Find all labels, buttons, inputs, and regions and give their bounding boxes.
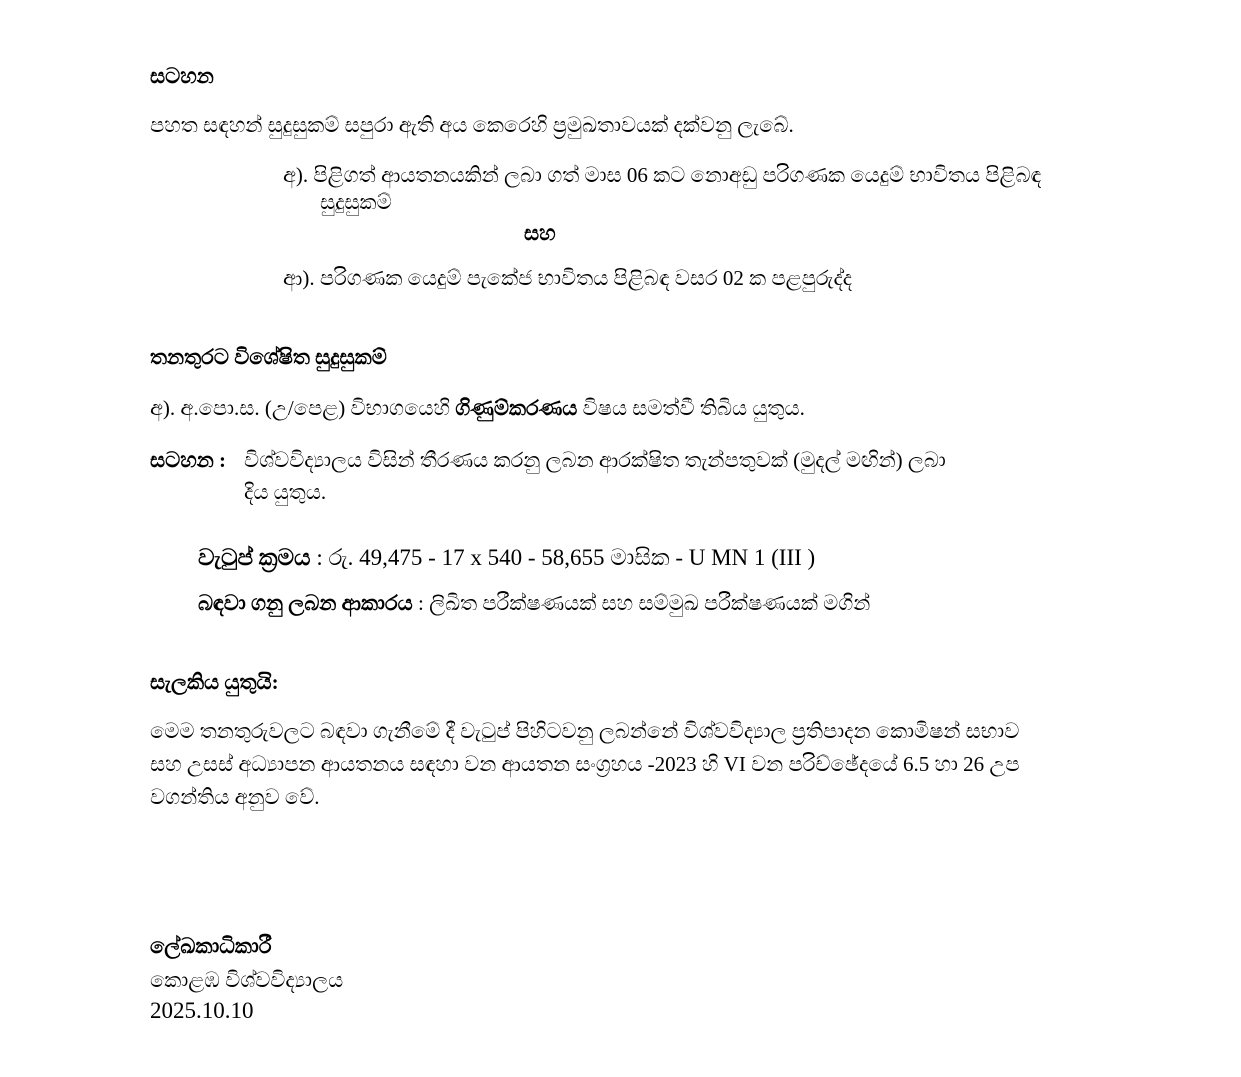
salary-value: : රු. 49,475 - 17 x 540 - 58,655 මාසික - U MN 1 (III ) — [310, 545, 816, 570]
special-heading: තනතුරට විශේෂිත සුදුසුකම් — [150, 345, 387, 369]
signature-org: කොළඹ විශ්වවිද්‍යාලය — [150, 968, 344, 992]
item-a-line1: අ). පිළිගත් ආයතනයකින් ලබා ගත් මාස 06 කට නොඅඩු පරිගණක යෙදුම් භාවිතය පිළිබඳ — [283, 163, 1042, 187]
signature-date: 2025.10.10 — [150, 998, 254, 1023]
consider-line3: වගන්තිය අනුව වේ. — [150, 785, 320, 809]
recruitment-label: බඳවා ගනු ලබන ආකාරය — [198, 591, 413, 615]
item-a-line2: සුදුසුකම් — [320, 190, 392, 214]
conjunction: සහ — [524, 221, 556, 245]
special-item — [150, 394, 805, 422]
special-note-line1: විශ්වවිද්‍යාලය විසින් තීරණය කරනු ලබන ආරක්ෂිත තැන්පතුවක් (මුදල් මඟින්) ලබා — [244, 448, 946, 472]
salary-line — [198, 544, 815, 572]
special-note-line2: දිය යුතුය. — [244, 480, 327, 504]
special-note-label: සටහන : — [150, 448, 227, 472]
item-aa: ආ). පරිගණක යෙදුම් පැකේජ භාවිතය පිළිබඳ වසර 02 ක පළපුරුද්ද — [283, 266, 853, 290]
recruitment-value: : ලිඛිත පරීක්ෂණයක් සහ සම්මුඛ පරීක්ෂණයක් මගින් — [412, 591, 871, 615]
signature-title: ලේඛකාධිකාරී — [150, 934, 272, 958]
note-heading: සටහන — [150, 64, 214, 88]
consider-heading: සැලකිය යුතුයි: — [150, 670, 279, 694]
consider-line1: මෙම තනතුරුවලට බඳවා ගැනීමේ දී වැටුප් පිහිටවනු ලබන්නේ විශ්වවිද්‍යාල ප්‍රතිපාදන කොමිෂන් සභාව — [150, 719, 1020, 743]
salary-label: වැටුප් ක්‍රමය — [198, 545, 311, 570]
special-item-prefix: අ). අ.පො.ස. (උ/පෙළ) විභාගයෙහි — [150, 396, 456, 420]
consider-line2: සහ උසස් අධ්‍යාපන ආයතනය සඳහා වන ආයතන සංග්‍රහය -2023 හි VI වන පරිච්ඡේදයේ 6.5 හා 26 උප — [150, 752, 1020, 776]
recruitment-line — [198, 589, 870, 617]
special-item-subject: ගිණුම්කරණය — [455, 396, 578, 420]
note-intro: පහත සඳහන් සුදුසුකම් සපුරා ඇති අය කෙරෙහි ප්‍රමුඛතාවයක් දක්වනු ලැබේ. — [150, 113, 794, 137]
special-item-suffix: විෂය සමත්වී තිබිය යුතුය. — [577, 396, 805, 420]
